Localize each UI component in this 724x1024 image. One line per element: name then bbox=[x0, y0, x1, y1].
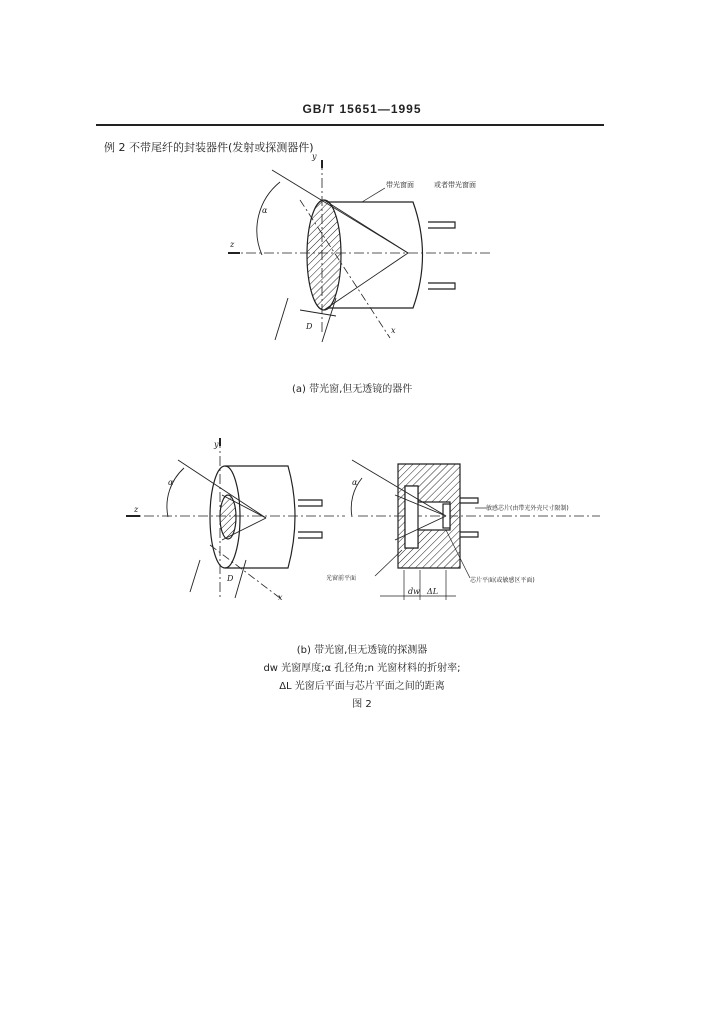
figure-label: 图 2 bbox=[352, 699, 372, 710]
fig-b-pin-bottom bbox=[298, 532, 322, 538]
fig-b-pin-top bbox=[298, 500, 322, 506]
notes-line-1: dw 光窗厚度;α 孔径角;n 光窗材料的折射率; bbox=[263, 663, 461, 674]
fig-b-axis-x-label: x bbox=[278, 593, 283, 602]
fig-b-caption: (b) 带光窗,但无透镜的探测器 bbox=[296, 645, 428, 656]
fig-a-axis-y-label: y bbox=[312, 152, 317, 161]
section-title: 例 2 不带尾纤的封装器件(发射或探测器件) bbox=[104, 141, 314, 154]
fig-b-angle-right-label: α bbox=[352, 478, 358, 487]
fig-b-angle-left-label: α bbox=[168, 478, 174, 487]
fig-a-optional-label: 或者带光窗面 bbox=[434, 181, 476, 189]
fig-b-dw-label: dw bbox=[408, 587, 420, 596]
fig-b-window bbox=[220, 495, 236, 539]
fig-a-window-label: 带光窗面 bbox=[386, 181, 414, 189]
fig-a-dim-D-label: D bbox=[306, 322, 313, 331]
standard-header: GB/T 15651—1995 bbox=[302, 102, 422, 116]
fig-b-chip bbox=[443, 504, 450, 528]
fig-a-cylinder-body bbox=[328, 202, 423, 308]
fig-b-axis-y-label: y bbox=[214, 440, 219, 449]
fig-a-pin-top bbox=[428, 222, 455, 228]
fig-a-pin-bottom bbox=[428, 283, 455, 289]
fig-b-front-plane-label: 光窗前平面 bbox=[326, 575, 357, 582]
fig-a-axis-z-label: z bbox=[230, 240, 235, 249]
fig-a-angle-label: α bbox=[262, 206, 268, 215]
fig-b-dim-D-label: D bbox=[227, 574, 234, 583]
figure-b-left-drawing bbox=[126, 438, 345, 598]
fig-a-caption: (a) 带光窗,但无透镜的器件 bbox=[292, 384, 413, 395]
notes-line-2: ΔL 光窗后平面与芯片平面之间的距离 bbox=[279, 681, 445, 692]
fig-b-dL-label: ΔL bbox=[427, 587, 439, 596]
fig-b-chip-label: 敏感芯片(由带光外壳尺寸限制) bbox=[486, 505, 569, 512]
fig-b-chip-plane-label: 芯片平面(或敏感区平面) bbox=[470, 577, 535, 584]
fig-a-axis-x-label: x bbox=[391, 326, 396, 335]
fig-b-axis-z-label: z bbox=[134, 505, 139, 514]
